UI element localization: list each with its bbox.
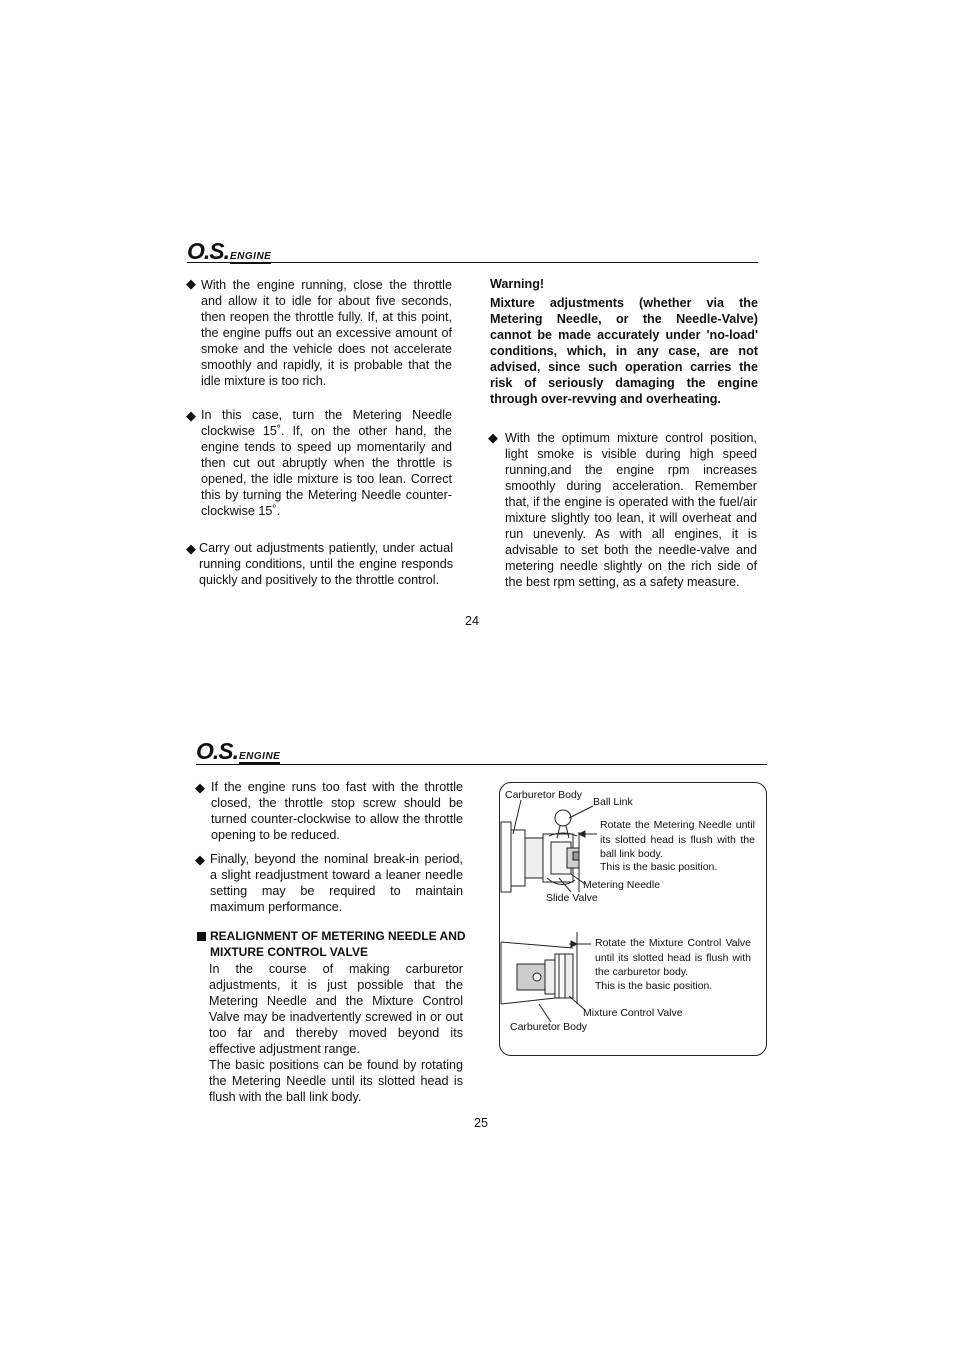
bullet-diamond: ◆ bbox=[195, 780, 205, 795]
os-engine-logo: O.S.ENGINE bbox=[187, 238, 272, 264]
os-engine-logo: O.S.ENGINE bbox=[196, 738, 281, 764]
figure-note-mixture-control: Rotate the Mixture Control Valve until its slotted head is flush with the carburetor body. bbox=[595, 937, 751, 978]
page-number: 24 bbox=[464, 614, 479, 628]
body-paragraph: The basic positions can be found by rotating the Metering Needle until its slotted head is flush with the ball link body. bbox=[209, 1058, 463, 1104]
bullet-diamond: ◆ bbox=[488, 430, 498, 445]
page-number: 25 bbox=[473, 1116, 488, 1130]
body-paragraph: Carry out adjustments patiently, under actual running conditions, until the engine responds quickly and positively to the throttle control. bbox=[199, 541, 453, 587]
label-carburetor-body: Carburetor Body bbox=[505, 789, 583, 801]
body-paragraph: In this case, turn the Metering Needle clockwise 15˚. If, on the other hand, the engine tends to speed up momentarily and then cut out abruptly when the throttle is opened, the idle mixture is too lean. Correct this by turning the Metering Needle counter-clockwise 15˚. bbox=[201, 408, 452, 518]
body-paragraph: If the engine runs too fast with the throttle closed, the throttle stop screw should be turned counter-clockwise to allow the throttle opening to be reduced. bbox=[211, 780, 463, 842]
label-ball-link: Ball Link bbox=[593, 796, 633, 808]
body-paragraph: Finally, beyond the nominal break-in period, a slight readjustment toward a leaner needle setting may be required to maintain maximum performance. bbox=[210, 852, 463, 914]
bullet-diamond: ◆ bbox=[195, 852, 205, 867]
body-paragraph: In the course of making carburetor adjustments, it is just possible that the Metering Needle and the Mixture Control Valve may be inadvertently screwed in or out too far and thereby moved beyond its effective adjustment range. bbox=[209, 962, 463, 1056]
label-slide-valve: Slide Valve bbox=[546, 892, 598, 904]
body-paragraph: With the optimum mixture control position, light smoke is visible during high speed running,and the engine rpm increases smoothly during acceleration. Remember that, if the engine is operated with the fuel/air mixture slightly too lean, it will overheat and run unevenly. As with all engines, it is advisable to set both the needle-valve and metering needle slightly on the rich side of the best rpm setting, as a safety measure. bbox=[505, 431, 757, 589]
label-mixture-control-valve: Mixture Control Valve bbox=[583, 1007, 683, 1019]
bullet-diamond: ◆ bbox=[186, 408, 196, 423]
body-paragraph: With the engine running, close the throttle and allow it to idle for about five seconds, then reopen the throttle fully. If, at this point, the engine puffs out an excessive amount of smoke and the vehicle does not accelerate smoothly and rapidly, it is probable that the idle mixture is too rich. bbox=[201, 278, 452, 388]
header-rule bbox=[187, 262, 758, 263]
figure-note-metering-needle: Rotate the Metering Needle until its slotted head is flush with the ball link body. bbox=[600, 819, 755, 860]
figure-note-basic-position: This is the basic position. bbox=[600, 861, 718, 873]
section-marker bbox=[197, 932, 206, 941]
bullet-diamond: ◆ bbox=[186, 541, 196, 556]
section-heading: REALIGNMENT OF METERING NEEDLE AND MIXTURE CONTROL VALVE bbox=[210, 929, 466, 959]
bullet-diamond: ◆ bbox=[186, 276, 196, 291]
label-metering-needle: Metering Needle bbox=[583, 879, 661, 891]
header-rule bbox=[196, 764, 767, 765]
warning-title: Warning! bbox=[490, 277, 545, 291]
warning-text: Mixture adjustments (whether via the Metering Needle, or the Needle-Valve) cannot be made accurately under 'no-load' conditions, which, in any case, are not advised, since such operation carries the risk of seriously damaging the engine through over-revving and overheating. bbox=[490, 296, 758, 406]
figure-note-basic-position: This is the basic position. bbox=[595, 980, 713, 992]
label-carburetor-body-bottom: Carburetor Body bbox=[510, 1021, 588, 1033]
